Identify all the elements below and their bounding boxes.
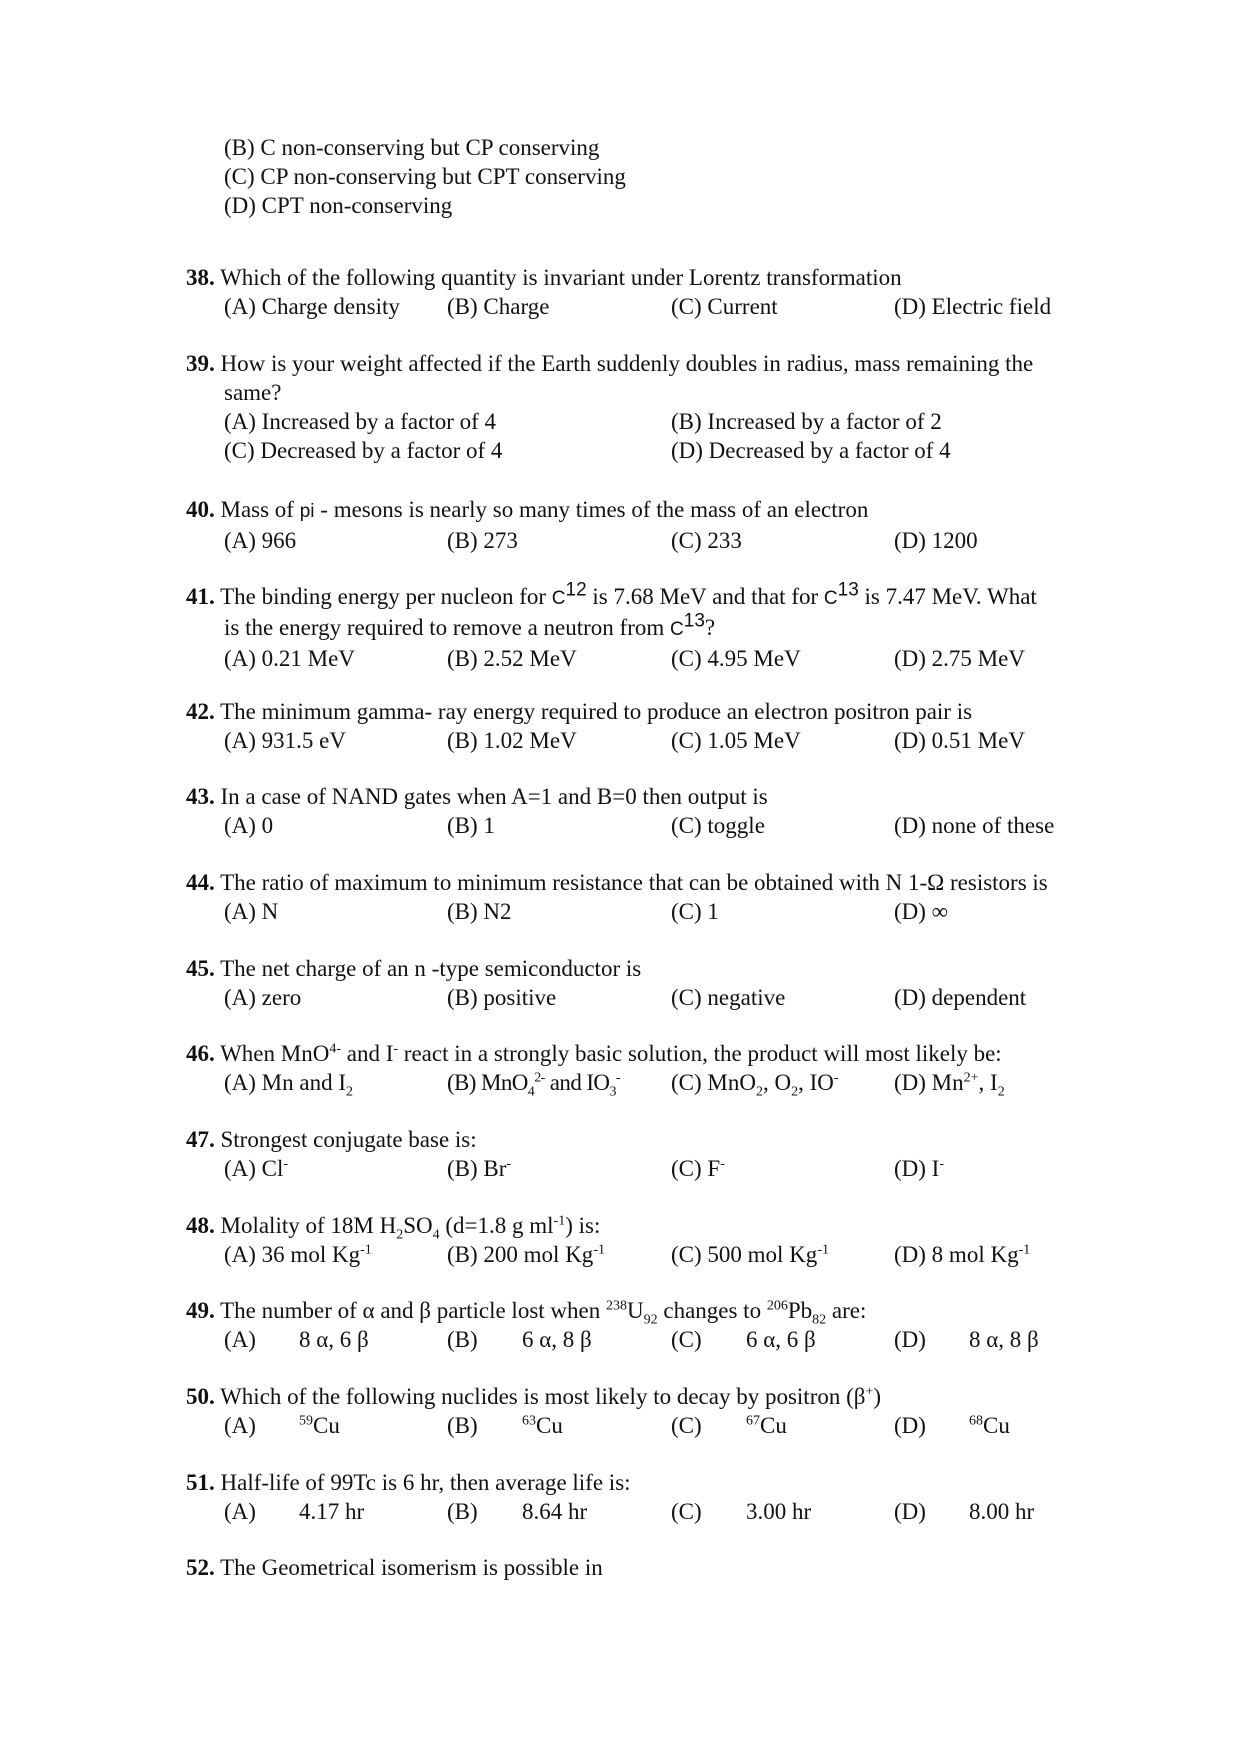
mass-number: 63 — [522, 1413, 536, 1429]
subscript: 2 — [346, 1084, 353, 1100]
option-c: (C) toggle — [671, 813, 765, 838]
mass-number: 67 — [746, 1413, 760, 1429]
option-a: (A) 966 — [224, 528, 297, 553]
superscript: -1 — [817, 1242, 829, 1258]
option-a-text: (A) Cl — [224, 1156, 284, 1181]
subscript: 2 — [997, 1084, 1005, 1100]
option-value: 6 α, 6 β — [746, 1327, 816, 1352]
option-b — [447, 1154, 511, 1183]
carbon-symbol: C — [551, 588, 566, 609]
question-text: SO — [403, 1213, 433, 1238]
question-text: are: — [826, 1298, 867, 1323]
question-44 — [186, 868, 1106, 926]
mass-number: 12 — [565, 579, 587, 601]
question-text: Which of the following quantity is invariant under Lorentz transformation — [220, 265, 902, 290]
charge-superscript: 4- — [329, 1041, 341, 1057]
subscript: 92 — [643, 1312, 658, 1328]
question-48 — [186, 1211, 1106, 1269]
option-b-text: (B) MnO — [447, 1070, 528, 1095]
question-text: The Geometrical isomerism is possible in — [220, 1555, 603, 1580]
superscript: 206 — [766, 1298, 788, 1314]
question-text-continued: same? — [224, 380, 282, 405]
mass-number: 13 — [683, 610, 705, 632]
question-text: The number of α and β particle lost when — [220, 1298, 606, 1323]
question-number: 45. — [186, 956, 215, 981]
lead-symbol: Pb — [787, 1298, 813, 1323]
carbon-symbol: C — [670, 619, 684, 640]
question-number: 50. — [186, 1384, 215, 1409]
option-a: (A) Charge density — [224, 294, 400, 319]
q37-option-b: (B) C non-conserving but CP conserving — [224, 135, 600, 160]
option-label: (D) — [894, 1413, 926, 1438]
element-symbol: Cu — [313, 1413, 340, 1438]
option-a: (A) 0 — [224, 813, 274, 838]
question-45 — [186, 954, 1106, 1012]
option-b: (B) 1.02 MeV — [447, 728, 577, 753]
option-c — [671, 1497, 811, 1526]
element-symbol: Cu — [536, 1413, 563, 1438]
question-text: and I — [341, 1041, 394, 1066]
option-label: (A) — [224, 1413, 256, 1438]
question-text: is 7.47 MeV. What — [858, 584, 1037, 609]
option-d-text: (D) 8 mol Kg — [894, 1242, 1019, 1267]
option-a — [224, 1497, 364, 1526]
option-d — [894, 1497, 1034, 1526]
option-c: (C) Current — [671, 294, 778, 319]
option-d: (D) Electric field — [894, 294, 1052, 319]
question-number: 38. — [186, 265, 215, 290]
option-b — [447, 1240, 605, 1269]
option-label: (D) — [894, 1499, 926, 1524]
option-a — [224, 1240, 372, 1269]
option-value: 8 α, 6 β — [299, 1327, 369, 1352]
question-number: 47. — [186, 1127, 215, 1152]
question-number: 52. — [186, 1555, 215, 1580]
superscript: + — [865, 1384, 874, 1400]
option-b: (B) Increased by a factor of 2 — [671, 409, 942, 434]
charge-superscript: - — [393, 1041, 399, 1057]
option-label: (D) — [894, 1327, 926, 1352]
subscript: 2 — [755, 1084, 763, 1100]
superscript: -1 — [553, 1213, 566, 1229]
option-c: (C) 233 — [671, 528, 742, 553]
question-text: ) is: — [565, 1213, 601, 1238]
option-d-text: (D) Mn — [894, 1070, 964, 1095]
option-a — [224, 1068, 353, 1100]
option-b-text: and IO — [544, 1070, 610, 1095]
option-a — [224, 1154, 288, 1183]
option-label: (C) — [671, 1327, 702, 1352]
option-c: (C) 1 — [671, 899, 719, 924]
question-text: Mass of — [220, 497, 300, 522]
superscript: -1 — [1018, 1242, 1031, 1258]
subscript: 82 — [812, 1312, 827, 1328]
mass-number: 68 — [969, 1413, 983, 1429]
option-c: (C) 4.95 MeV — [671, 646, 801, 671]
option-b: (B) 1 — [447, 813, 495, 838]
option-b: (B) 273 — [447, 528, 518, 553]
option-label: (B) — [447, 1327, 478, 1352]
option-label: (B) — [447, 1499, 478, 1524]
option-b — [447, 1411, 563, 1440]
option-c — [671, 1154, 725, 1183]
option-c — [671, 1325, 816, 1354]
option-a-text: (A) Mn and I — [224, 1070, 346, 1095]
option-value: 8.64 hr — [522, 1499, 588, 1524]
option-value: 8 α, 8 β — [969, 1327, 1039, 1352]
question-number: 44. — [186, 870, 215, 895]
subscript: 2 — [396, 1227, 404, 1243]
superscript: 238 — [605, 1298, 627, 1314]
option-value: 8.00 hr — [969, 1499, 1035, 1524]
question-number: 40. — [186, 497, 215, 522]
question-mark: ? — [704, 615, 716, 640]
superscript: - — [615, 1070, 620, 1086]
superscript: - — [833, 1070, 839, 1086]
option-c: (C) Decreased by a factor of 4 — [224, 438, 503, 463]
question-40 — [186, 495, 1106, 555]
option-a: (A) N — [224, 899, 279, 924]
q37-option-c: (C) CP non-conserving but CPT conserving — [224, 164, 626, 189]
question-50 — [186, 1382, 1106, 1440]
option-c: (C) 1.05 MeV — [671, 728, 801, 753]
option-d — [894, 1068, 1005, 1100]
question-number: 49. — [186, 1298, 215, 1323]
superscript: - — [506, 1156, 512, 1172]
question-number: 39. — [186, 351, 215, 376]
subscript: 4 — [432, 1227, 440, 1243]
option-a: (A) 0.21 MeV — [224, 646, 355, 671]
option-c-text: (C) F — [671, 1156, 721, 1181]
question-text: changes to — [657, 1298, 767, 1323]
option-b — [447, 1068, 620, 1100]
option-c — [671, 1068, 839, 1100]
question-51 — [186, 1468, 1106, 1526]
option-d — [894, 1240, 1030, 1269]
question-text: is 7.68 MeV and that for — [586, 584, 824, 609]
option-a: (A) zero — [224, 985, 302, 1010]
option-label: (A) — [224, 1327, 256, 1352]
option-a: (A) Increased by a factor of 4 — [224, 409, 497, 434]
question-text: The binding energy per nucleon for — [220, 584, 552, 609]
option-label: (A) — [224, 1499, 256, 1524]
question-text: The minimum gamma- ray energy required to produce an electron positron pair is — [220, 699, 973, 724]
question-text: Which of the following nuclides is most likely to decay by positron (β — [220, 1384, 866, 1409]
option-d-text: (D) I — [894, 1156, 940, 1181]
question-42 — [186, 697, 1106, 755]
option-value: 6 α, 8 β — [522, 1327, 592, 1352]
question-number: 51. — [186, 1470, 215, 1495]
option-c — [671, 1240, 829, 1269]
option-b: (B) Charge — [447, 294, 550, 319]
subscript: 2 — [791, 1084, 799, 1100]
mass-number: 13 — [837, 579, 859, 601]
question-number: 48. — [186, 1213, 215, 1238]
pi-symbol-text: pi — [299, 501, 315, 522]
option-b — [447, 1497, 587, 1526]
option-d: (D) dependent — [894, 985, 1027, 1010]
subscript: 4 — [527, 1084, 535, 1100]
question-47 — [186, 1125, 1106, 1183]
question-number: 46. — [186, 1041, 215, 1066]
superscript: -1 — [593, 1242, 605, 1258]
question-43 — [186, 782, 1106, 840]
q37-option-d: (D) CPT non-conserving — [224, 193, 453, 218]
question-39 — [186, 349, 1106, 465]
option-b-text: (B) Br — [447, 1156, 507, 1181]
superscript: - — [720, 1156, 725, 1172]
question-52 — [186, 1553, 1106, 1582]
option-a: (A) 931.5 eV — [224, 728, 346, 753]
question-46 — [186, 1039, 1106, 1100]
option-d: (D) none of these — [894, 813, 1055, 838]
option-c-text: , IO — [798, 1070, 834, 1095]
question-text: (d=1.8 g ml — [439, 1213, 554, 1238]
question-text: Molality of 18M H — [220, 1213, 397, 1238]
option-c — [671, 1411, 787, 1440]
question-38 — [186, 263, 1106, 321]
option-d — [894, 1154, 944, 1183]
option-value: 3.00 hr — [746, 1499, 812, 1524]
option-label: (B) — [447, 1413, 478, 1438]
question-text-end: - mesons is nearly so many times of the mass of an electron — [314, 497, 869, 522]
option-d: (D) 2.75 MeV — [894, 646, 1025, 671]
question-text: When MnO — [220, 1041, 330, 1066]
option-b: (B) N2 — [447, 899, 512, 924]
question-number: 42. — [186, 699, 215, 724]
option-c: (C) negative — [671, 985, 786, 1010]
superscript: - — [939, 1156, 945, 1172]
option-d — [894, 1325, 1039, 1354]
question-text: Half-life of 99Tc is 6 hr, then average life is: — [220, 1470, 631, 1495]
question-text: How is your weight affected if the Earth suddenly doubles in radius, mass remaining the — [220, 351, 1034, 376]
question-text-end: ) — [873, 1384, 882, 1409]
option-b-text: (B) 200 mol Kg — [447, 1242, 594, 1267]
subscript: 3 — [609, 1084, 616, 1100]
question-number: 43. — [186, 784, 215, 809]
option-c-text: , O — [762, 1070, 792, 1095]
option-a-text: (A) 36 mol Kg — [224, 1242, 361, 1267]
question-text: react in a strongly basic solution, the product will most likely be: — [398, 1041, 1002, 1066]
question-text: The net charge of an n -type semiconductor is — [220, 956, 642, 981]
question-41 — [186, 579, 1106, 673]
option-d-text: , I — [978, 1070, 998, 1095]
question-49 — [186, 1296, 1106, 1354]
option-b: (B) 2.52 MeV — [447, 646, 577, 671]
option-d: (D) 1200 — [894, 528, 978, 553]
superscript: 2- — [534, 1070, 545, 1086]
superscript: -1 — [360, 1242, 372, 1258]
option-b — [447, 1325, 592, 1354]
option-d: (D) Decreased by a factor of 4 — [671, 438, 951, 463]
superscript: - — [283, 1156, 289, 1172]
option-b: (B) positive — [447, 985, 557, 1010]
question-text-continued: is the energy required to remove a neutron from — [224, 615, 671, 640]
element-symbol: Cu — [983, 1413, 1010, 1438]
question-text: In a case of NAND gates when A=1 and B=0 then output is — [220, 784, 768, 809]
option-c-text: (C) MnO — [671, 1070, 756, 1095]
question-number: 41. — [186, 584, 215, 609]
option-a — [224, 1325, 369, 1354]
uranium-symbol: U — [626, 1298, 644, 1323]
superscript: 2+ — [963, 1070, 979, 1086]
option-d: (D) 0.51 MeV — [894, 728, 1025, 753]
option-d — [894, 1411, 1010, 1440]
option-c-text: (C) 500 mol Kg — [671, 1242, 818, 1267]
option-d: (D) ∞ — [894, 899, 949, 924]
option-label: (C) — [671, 1413, 702, 1438]
element-symbol: Cu — [760, 1413, 787, 1438]
option-a — [224, 1411, 340, 1440]
question-text: Strongest conjugate base is: — [220, 1127, 477, 1152]
option-value: 4.17 hr — [299, 1499, 365, 1524]
carbon-symbol: C — [823, 588, 838, 609]
mass-number: 59 — [299, 1413, 313, 1429]
question-text: The ratio of maximum to minimum resistance that can be obtained with N 1-Ω resistors is — [220, 870, 1048, 895]
option-label: (C) — [671, 1499, 702, 1524]
